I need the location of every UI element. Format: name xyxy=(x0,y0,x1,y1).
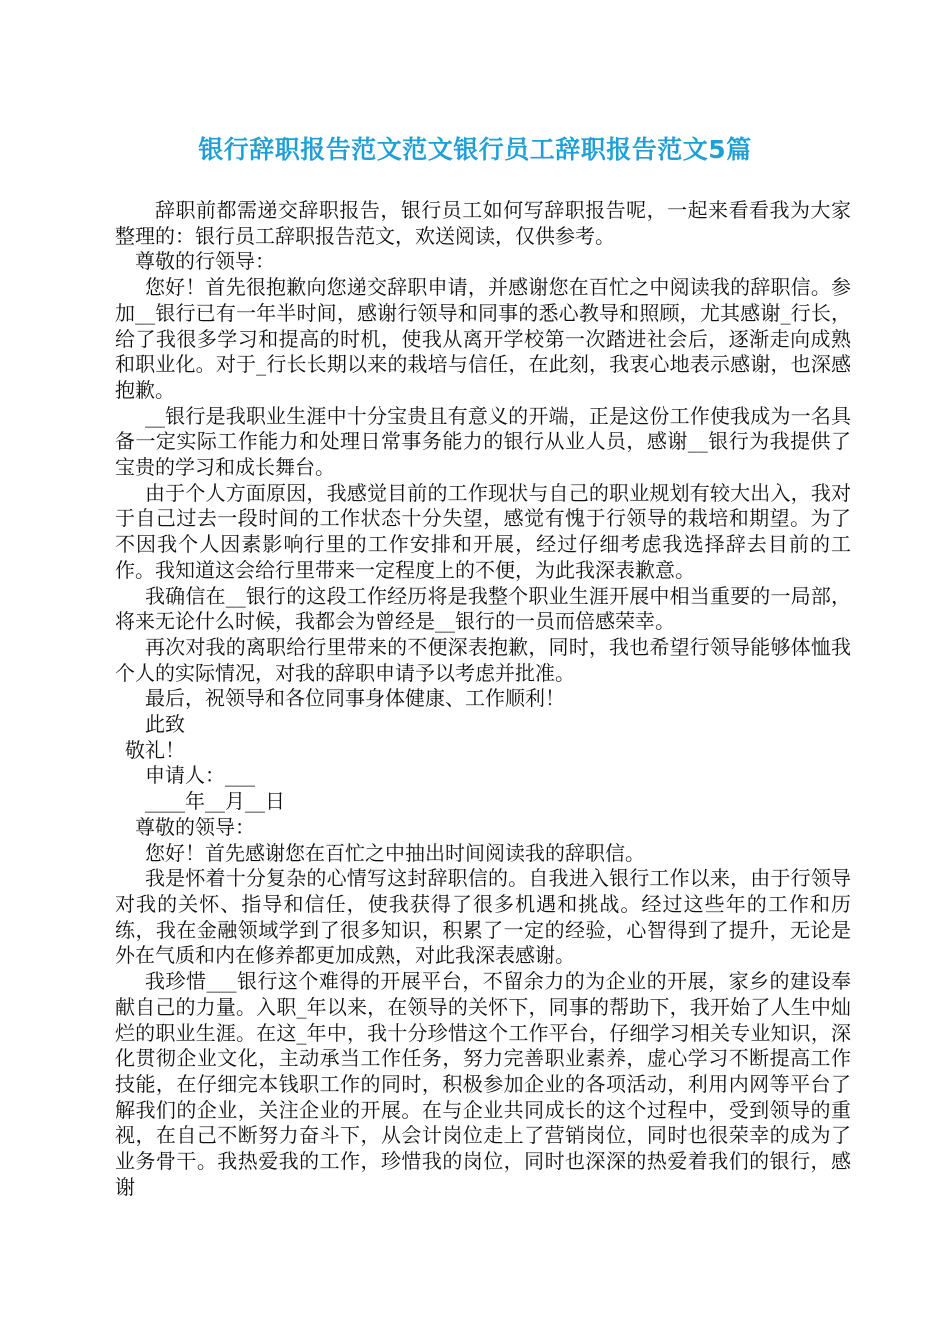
body-paragraph: 我确信在__银行的这段工作经历将是我整个职业生涯开展中相当重要的一局部，将来无论什么时候，我都会为曾经是__银行的一员而倍感荣幸。 xyxy=(115,583,851,634)
intro-paragraph: 辞职前都需递交辞职报告，银行员工如何写辞职报告呢，一起来看看我为大家整理的：银行员工辞职报告范文，欢送阅读，仅供参考。 xyxy=(115,198,851,248)
applicant-line: 申请人：___ xyxy=(145,763,255,788)
body-paragraph: 由于个人方面原因，我感觉目前的工作现状与自己的职业规划有较大出入，我对于自己过去一段时间的工作状态十分失望，感觉有愧于行领导的栽培和期望。为了不因我个人因素影响行里的工作安排和开展，经过仔细考虑我选择辞去目前的工作。我知道这会给行里带来一定程度上的不便，为此我深表歉意。 xyxy=(115,480,851,582)
salutation: 尊敬的行领导： xyxy=(135,249,275,274)
closing-phrase: 此致 xyxy=(145,712,185,737)
date-line: ____年__月__日 xyxy=(145,789,285,814)
body-paragraph: 您好！首先感谢您在百忙之中抽出时间阅读我的辞职信。 xyxy=(145,840,645,865)
closing-wishes: 最后，祝领导和各位同事身体健康、工作顺利！ xyxy=(145,686,565,711)
body-paragraph: 您好！首先很抱歉向您递交辞职申请，并感谢您在百忙之中阅读我的辞职信。参加__银行已有一年半时间，感谢行领导和同事的悉心教导和照顾，尤其感谢_行长，给了我很多学习和提高的时机，使我从离开学校第一次踏进社会后，逐渐走向成熟和职业化。对于_行长长期以来的栽培与信任，在此刻，我衷心地表示感谢，也深感抱歉。 xyxy=(115,275,851,402)
salutation: 尊敬的领导： xyxy=(135,814,255,839)
document-title: 银行辞职报告范文范文银行员工辞职报告范文5篇 xyxy=(198,135,752,164)
body-paragraph: 我珍惜___银行这个难得的开展平台，不留余力的为企业的开展，家乡的建设奉献自己的力量。入职_年以来，在领导的关怀下，同事的帮助下，我开始了人生中灿烂的职业生涯。在这_年中，我十分珍惜这个工作平台，仔细学习相关专业知识，深化贯彻企业文化，主动承当工作任务，努力完善职业素养，虚心学习不断提高工作技能，在仔细完本钱职工作的同时，积极参加企业的各项活动，利用内网等平台了解我们的企业，关注企业的开展。在与企业共同成长的这个过程中，受到领导的重视，在自己不断努力奋斗下，从会计岗位走上了营销岗位，同时也很荣幸的成为了业务骨干。我热爱我的工作，珍惜我的岗位，同时也深深的热爱着我们的银行，感谢 xyxy=(115,969,851,1199)
closing-salute: 敬礼！ xyxy=(125,737,185,762)
document-body xyxy=(115,198,851,1200)
body-paragraph: 再次对我的离职给行里带来的不便深表抱歉，同时，我也希望行领导能够体恤我个人的实际情况，对我的辞职申请予以考虑并批准。 xyxy=(115,634,851,685)
body-paragraph: __银行是我职业生涯中十分宝贵且有意义的开端，正是这份工作使我成为一名具备一定实际工作能力和处理日常事务能力的银行从业人员，感谢__银行为我提供了宝贵的学习和成长舞台。 xyxy=(115,403,851,480)
body-paragraph: 我是怀着十分复杂的心情写这封辞职信的。自我进入银行工作以来，由于行领导对我的关怀、指导和信任，使我获得了很多机遇和挑战。经过这些年的工作和历练，我在金融领域学到了很多知识，积累了一定的经验，心智得到了提升，无论是外在气质和内在修养都更加成熟，对此我深表感谢。 xyxy=(115,866,851,968)
